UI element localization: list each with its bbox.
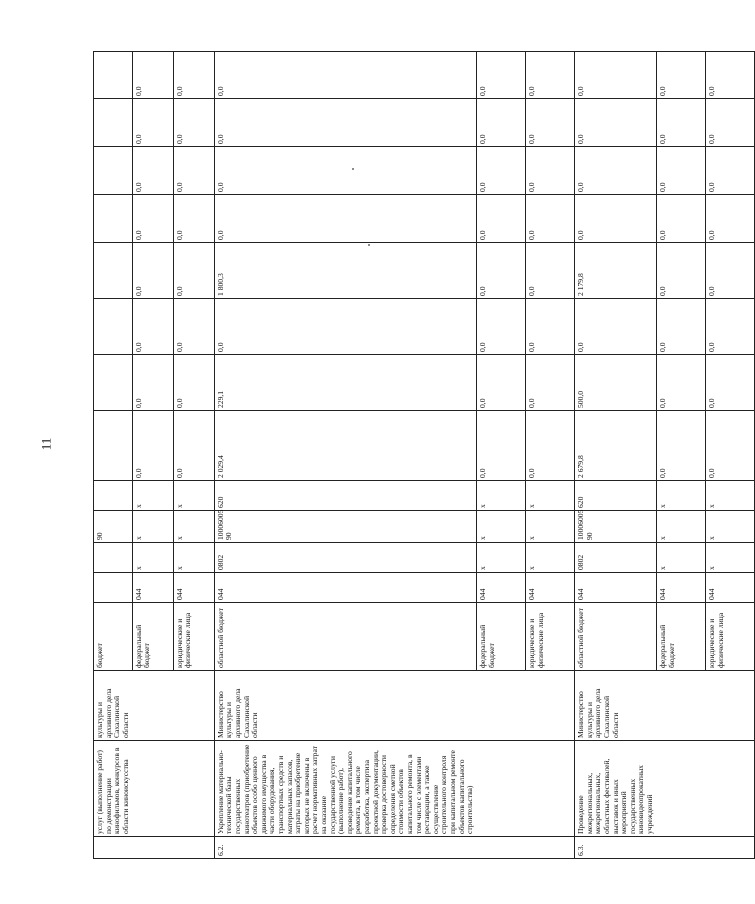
cell-activity: услуг (выполнение работ) по демонстрации кинофильмов, конкурсов в области киноискусства — [94, 741, 133, 837]
cell-activity — [526, 741, 575, 837]
cell-vr: х — [173, 481, 214, 511]
cell-csr: х — [526, 511, 575, 543]
cell-csr: 10006005 90 — [214, 511, 476, 543]
cell-v4: 0,0 — [657, 243, 706, 299]
cell-grbs: 044 — [657, 573, 706, 603]
cell-executor — [706, 671, 755, 741]
cell-v1: 0,0 — [173, 411, 214, 481]
cell-v4: 2 179,8 — [575, 243, 657, 299]
cell-grbs: 044 — [132, 573, 173, 603]
table-row — [477, 52, 526, 859]
scan-speck — [352, 168, 354, 170]
cell-activity: Укрепление материально-технической базы государственных кинотеатров (приобретение объектов особо ценного движимого имущества в части оборудования, транспортных средств и материальных запасов, затраты на приобретение которых не включены в расчет нормативных затрат на оказание государственной услуги (выполнение работ), проведение капитального ремонта, в том числе разработка, экспертиза проектной документации, проверка достоверности определения сметной стоимости объектов капитального ремонта, в том числе с элементами реставрации, а также осуществление строительного контроля при капитальном ремонте объектов капитального строительства) — [214, 741, 476, 837]
cell-rz: х — [657, 543, 706, 573]
cell-vr: 620 — [575, 481, 657, 511]
cell-v4: 0,0 — [477, 243, 526, 299]
cell-vr: х — [477, 481, 526, 511]
cell-activity — [706, 741, 755, 837]
cell-executor — [526, 671, 575, 741]
cell-source: юридические и физические лица — [526, 603, 575, 671]
rotated-table-sheet — [93, 52, 725, 859]
cell-rz: 0802 — [214, 543, 476, 573]
cell-source: федеральный бюджет — [132, 603, 173, 671]
cell-csr: х — [657, 511, 706, 543]
cell-v6: 0,0 — [214, 147, 476, 195]
cell-grbs — [94, 573, 133, 603]
cell-rz: х — [526, 543, 575, 573]
cell-source: федеральный бюджет — [477, 603, 526, 671]
cell-v2: 0,0 — [706, 355, 755, 411]
cell-csr: х — [173, 511, 214, 543]
cell-csr: х — [132, 511, 173, 543]
cell-v7: 0,0 — [477, 99, 526, 147]
cell-v4: 0,0 — [706, 243, 755, 299]
cell-v2: 0,0 — [173, 355, 214, 411]
cell-v8: 0,0 — [173, 52, 214, 99]
page-number: 11 — [38, 437, 54, 451]
table-row — [214, 52, 476, 859]
cell-grbs: 044 — [173, 573, 214, 603]
cell-vr: х — [526, 481, 575, 511]
cell-v1: 0,0 — [526, 411, 575, 481]
cell-v4 — [94, 243, 133, 299]
cell-v2: 0,0 — [526, 355, 575, 411]
cell-v8: 0,0 — [706, 52, 755, 99]
table-row — [94, 52, 133, 859]
cell-v3: 0,0 — [657, 299, 706, 355]
cell-source: областной бюджет — [575, 603, 657, 671]
cell-v7: 0,0 — [706, 99, 755, 147]
cell-csr: х — [477, 511, 526, 543]
cell-vr: 620 — [214, 481, 476, 511]
cell-executor: Министерство культуры и архивного дела Сахалинской области — [214, 671, 476, 741]
cell-v3: 0,0 — [214, 299, 476, 355]
scan-speck — [368, 244, 370, 246]
cell-executor — [477, 671, 526, 741]
cell-v8: 0,0 — [575, 52, 657, 99]
cell-v2: 0,0 — [657, 355, 706, 411]
cell-csr: 10006005 90 — [575, 511, 657, 543]
cell-v6: 0,0 — [526, 147, 575, 195]
cell-activity: Проведение межрегиональных, межрегиональных, областных фестивалей, выставок и иных мероприятий государственных киновидеопрокатных учреждений — [575, 741, 657, 837]
cell-v3: 0,0 — [477, 299, 526, 355]
cell-v2: 0,0 — [477, 355, 526, 411]
cell-v5: 0,0 — [132, 195, 173, 243]
cell-v3: 0,0 — [706, 299, 755, 355]
cell-executor — [173, 671, 214, 741]
cell-csr: х — [706, 511, 755, 543]
cell-rz: х — [706, 543, 755, 573]
cell-vr: х — [706, 481, 755, 511]
cell-grbs: 044 — [575, 573, 657, 603]
cell-activity — [173, 741, 214, 837]
cell-v2: 229,1 — [214, 355, 476, 411]
cell-v8: 0,0 — [132, 52, 173, 99]
cell-v8: 0,0 — [526, 52, 575, 99]
cell-no: 6.2. — [214, 837, 476, 859]
cell-no — [657, 837, 706, 859]
cell-source: областной бюджет — [214, 603, 476, 671]
cell-v4: 1 800,3 — [214, 243, 476, 299]
cell-v6: 0,0 — [173, 147, 214, 195]
cell-source: юридические и физические лица — [173, 603, 214, 671]
cell-v1: 2 679,8 — [575, 411, 657, 481]
cell-v3: 0,0 — [526, 299, 575, 355]
cell-no — [132, 837, 173, 859]
cell-grbs: 044 — [706, 573, 755, 603]
cell-no — [526, 837, 575, 859]
cell-v8: 0,0 — [477, 52, 526, 99]
cell-v5: 0,0 — [526, 195, 575, 243]
cell-grbs: 044 — [477, 573, 526, 603]
table-row — [706, 52, 755, 859]
cell-v3: 0,0 — [575, 299, 657, 355]
cell-rz: х — [477, 543, 526, 573]
cell-v2: 0,0 — [132, 355, 173, 411]
cell-rz: х — [173, 543, 214, 573]
cell-v1: 0,0 — [706, 411, 755, 481]
cell-v3 — [94, 299, 133, 355]
cell-vr — [94, 481, 133, 511]
cell-v4: 0,0 — [173, 243, 214, 299]
cell-v1: 2 029,4 — [214, 411, 476, 481]
cell-csr: 90 — [94, 511, 133, 543]
cell-rz: 0802 — [575, 543, 657, 573]
cell-no — [173, 837, 214, 859]
cell-no — [94, 837, 133, 859]
cell-v1: 0,0 — [477, 411, 526, 481]
cell-v5: 0,0 — [657, 195, 706, 243]
cell-grbs: 044 — [526, 573, 575, 603]
table-row — [526, 52, 575, 859]
cell-v6: 0,0 — [477, 147, 526, 195]
cell-v6: 0,0 — [706, 147, 755, 195]
cell-v7: 0,0 — [214, 99, 476, 147]
table-row — [657, 52, 706, 859]
cell-rz: х — [132, 543, 173, 573]
cell-activity — [132, 741, 173, 837]
cell-v7: 0,0 — [173, 99, 214, 147]
cell-no: 6.3. — [575, 837, 657, 859]
cell-v6: 0,0 — [132, 147, 173, 195]
cell-executor: культуры и архивного дела Сахалинской области — [94, 671, 133, 741]
cell-activity — [477, 741, 526, 837]
cell-no — [477, 837, 526, 859]
cell-v5: 0,0 — [575, 195, 657, 243]
cell-activity — [657, 741, 706, 837]
table-row — [132, 52, 173, 859]
cell-v7: 0,0 — [526, 99, 575, 147]
cell-source: юридические и физические лица — [706, 603, 755, 671]
cell-source: бюджет — [94, 603, 133, 671]
table-row — [575, 52, 657, 859]
cell-v4: 0,0 — [132, 243, 173, 299]
cell-v3: 0,0 — [132, 299, 173, 355]
budget-table — [93, 51, 755, 859]
cell-v6: 0,0 — [657, 147, 706, 195]
cell-no — [706, 837, 755, 859]
cell-v5: 0,0 — [173, 195, 214, 243]
cell-grbs: 044 — [214, 573, 476, 603]
cell-v5 — [94, 195, 133, 243]
table-row — [173, 52, 214, 859]
cell-v5: 0,0 — [706, 195, 755, 243]
cell-source: федеральный бюджет — [657, 603, 706, 671]
cell-v7: 0,0 — [657, 99, 706, 147]
cell-rz — [94, 543, 133, 573]
cell-v5: 0,0 — [477, 195, 526, 243]
cell-executor: Министерство культуры и архивного дела Сахалинской области — [575, 671, 657, 741]
cell-v7: 0,0 — [132, 99, 173, 147]
cell-v7 — [94, 99, 133, 147]
cell-v6 — [94, 147, 133, 195]
cell-v7: 0,0 — [575, 99, 657, 147]
cell-v1: 0,0 — [657, 411, 706, 481]
cell-v8 — [94, 52, 133, 99]
cell-executor — [132, 671, 173, 741]
cell-v2 — [94, 355, 133, 411]
cell-vr: х — [132, 481, 173, 511]
cell-v8: 0,0 — [214, 52, 476, 99]
cell-vr: х — [657, 481, 706, 511]
cell-v5: 0,0 — [214, 195, 476, 243]
cell-v1 — [94, 411, 133, 481]
cell-v6: 0,0 — [575, 147, 657, 195]
cell-v1: 0,0 — [132, 411, 173, 481]
cell-v8: 0,0 — [657, 52, 706, 99]
cell-v3: 0,0 — [173, 299, 214, 355]
cell-v2: 500,0 — [575, 355, 657, 411]
cell-v4: 0,0 — [526, 243, 575, 299]
cell-executor — [657, 671, 706, 741]
